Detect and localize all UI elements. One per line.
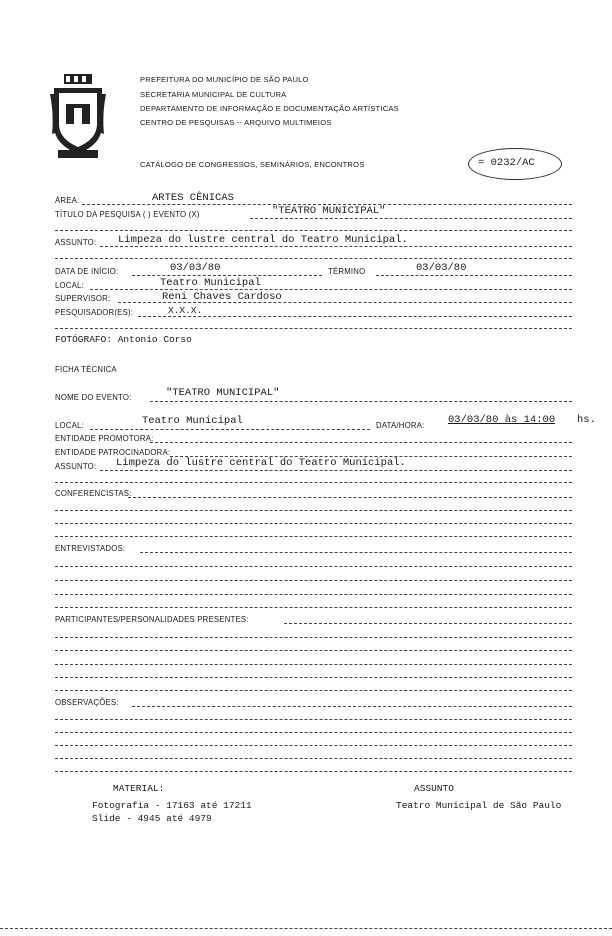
ficha-local-label: LOCAL: bbox=[55, 421, 84, 430]
header-institution: PREFEITURA DO MUNICÍPIO DE SÃO PAULO bbox=[140, 75, 309, 84]
observacoes-line-5 bbox=[55, 758, 572, 759]
ficha-assunto-line bbox=[100, 470, 572, 471]
observacoes-line-4 bbox=[55, 745, 572, 746]
local-value: Teatro Municipal bbox=[160, 277, 261, 289]
conferencistas-line-4 bbox=[55, 536, 572, 537]
participantes-label: PARTICIPANTES/PERSONALIDADES PRESENTES: bbox=[55, 615, 249, 624]
ficha-local-line bbox=[90, 429, 370, 430]
termino-value: 03/03/80 bbox=[416, 262, 467, 274]
conferencistas-label: CONFERENCISTAS: bbox=[55, 489, 132, 498]
entrevistados-line-4 bbox=[55, 594, 572, 595]
header-center: CENTRO DE PESQUISAS -- ARQUIVO MULTIMEIOS bbox=[140, 118, 332, 127]
entrevistados-line bbox=[140, 552, 572, 553]
entrevistados-line-2 bbox=[55, 566, 572, 567]
termino-label: TÉRMINO bbox=[328, 267, 366, 276]
pesquisadores-line bbox=[138, 316, 572, 317]
observacoes-line-6 bbox=[55, 771, 572, 772]
ficha-assunto-value: Limpeza do lustre central do Teatro Municipal. bbox=[116, 457, 406, 469]
pesquisadores-extra-line bbox=[55, 328, 572, 329]
titulo-value: "TEATRO MUNICIPAL" bbox=[272, 205, 386, 217]
datahora-suffix: hs. bbox=[577, 414, 596, 426]
catalog-title: CATÁLOGO DE CONGRESSOS, SEMINÁRIOS, ENCONTROS bbox=[140, 160, 365, 169]
ficha-assunto-extra-line bbox=[55, 482, 572, 483]
entrevistados-label: ENTREVISTADOS: bbox=[55, 544, 126, 553]
area-value: ARTES CÊNICAS bbox=[152, 192, 234, 204]
assunto-label: ASSUNTO: bbox=[55, 238, 97, 247]
assunto-line bbox=[100, 246, 572, 247]
conferencistas-line bbox=[128, 497, 572, 498]
nome-evento-label: NOME DO EVENTO: bbox=[55, 393, 132, 402]
entrevistados-line-5 bbox=[55, 607, 572, 608]
observacoes-line bbox=[132, 706, 572, 707]
nome-evento-value: "TEATRO MUNICIPAL" bbox=[166, 387, 280, 399]
observacoes-line-2 bbox=[55, 719, 572, 720]
material-label: MATERIAL: bbox=[113, 783, 165, 794]
header-department: DEPARTAMENTO DE INFORMAÇÃO E DOCUMENTAÇÃO ARTÍSTICAS bbox=[140, 104, 399, 113]
entrevistados-line-3 bbox=[55, 580, 572, 581]
conferencistas-line-2 bbox=[55, 510, 572, 511]
datahora-label: DATA/HORA: bbox=[376, 421, 425, 430]
termino-line bbox=[376, 275, 572, 276]
material-slides: Slide - 4945 até 4979 bbox=[92, 813, 212, 824]
material-photos: Fotografia - 17163 até 17211 bbox=[92, 800, 252, 811]
nome-evento-line bbox=[150, 401, 572, 402]
local-line bbox=[90, 289, 572, 290]
coat-of-arms-emblem bbox=[50, 74, 106, 160]
datahora-value: 03/03/80 às 14:00 bbox=[448, 414, 556, 426]
inicio-value: 03/03/80 bbox=[170, 262, 221, 274]
fotografo-credit: FOTÓGRAFO: Antonio Corso bbox=[55, 334, 192, 345]
assunto-extra-line bbox=[55, 258, 572, 259]
titulo-label: TÍTULO DA PESQUISA ( ) EVENTO (X) bbox=[55, 210, 200, 219]
footer-assunto-label: ASSUNTO bbox=[414, 783, 454, 794]
pesquisadores-value: X.X.X. bbox=[168, 305, 203, 316]
ficha-tecnica-title: FICHA TÉCNICA bbox=[55, 365, 117, 374]
pesquisadores-label: PESQUISADOR(ES): bbox=[55, 308, 134, 317]
inicio-label: DATA DE INÍCIO: bbox=[55, 267, 119, 276]
participantes-line-2 bbox=[55, 637, 572, 638]
inicio-line bbox=[132, 275, 322, 276]
bottom-edge-line bbox=[0, 928, 612, 929]
header-secretariat: SECRETARIA MUNICIPAL DE CULTURA bbox=[140, 90, 287, 99]
titulo-line bbox=[250, 218, 572, 219]
participantes-line-3 bbox=[55, 650, 572, 651]
ficha-assunto-label: ASSUNTO: bbox=[55, 462, 97, 471]
area-label: ÁREA: bbox=[55, 196, 80, 205]
patrocinadora-label: ENTIDADE PATROCINADORA: bbox=[55, 448, 171, 457]
participantes-line bbox=[284, 623, 572, 624]
supervisor-label: SUPERVISOR: bbox=[55, 294, 111, 303]
participantes-line-5 bbox=[55, 677, 572, 678]
footer-assunto-value: Teatro Municipal de São Paulo bbox=[396, 800, 562, 811]
promotora-line bbox=[150, 442, 572, 443]
participantes-line-6 bbox=[55, 690, 572, 691]
participantes-line-4 bbox=[55, 664, 572, 665]
observacoes-line-3 bbox=[55, 732, 572, 733]
assunto-value: Limpeza do lustre central do Teatro Municipal. bbox=[118, 234, 408, 246]
conferencistas-line-3 bbox=[55, 523, 572, 524]
supervisor-value: Reni Chaves Cardoso bbox=[162, 291, 282, 303]
titulo-extra-line bbox=[55, 230, 572, 231]
ficha-local-value: Teatro Municipal bbox=[142, 415, 243, 427]
observacoes-label: OBSERVAÇÕES: bbox=[55, 698, 119, 707]
local-label: LOCAL: bbox=[55, 281, 84, 290]
promotora-label: ENTIDADE PROMOTORA: bbox=[55, 434, 154, 443]
catalog-number: = 0232/AC bbox=[478, 157, 535, 169]
